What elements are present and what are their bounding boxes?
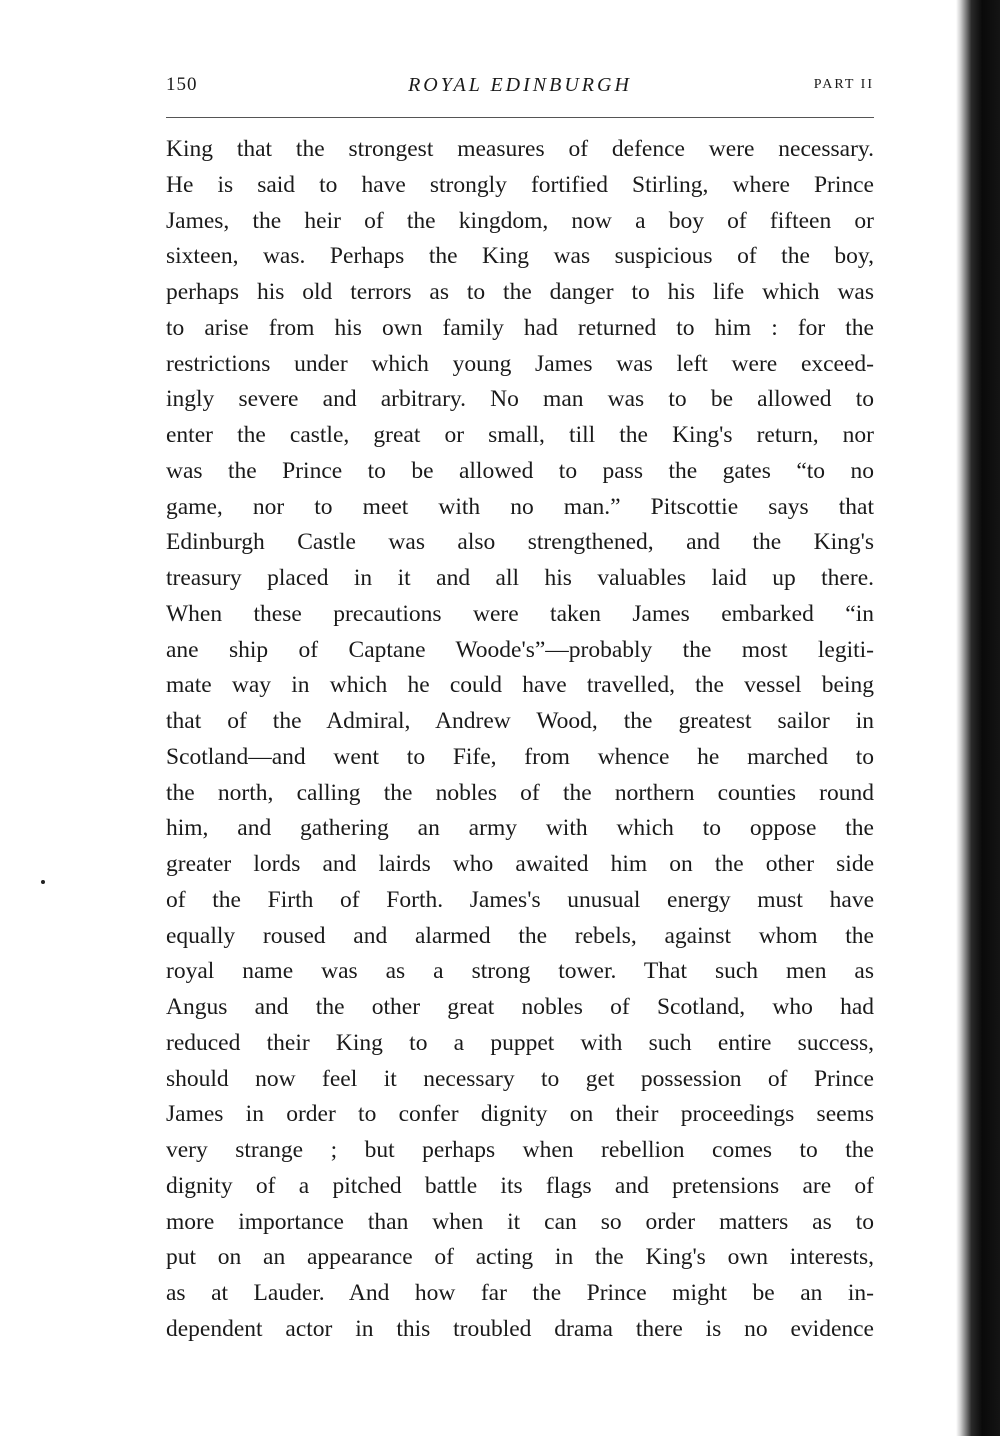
text-line: Scotland—and went to Fife, from whence he marched to: [166, 743, 874, 770]
text-line: royal name was as a strong tower. That such men as: [166, 958, 874, 985]
text-line: more importance than when it can so order matters as to: [166, 1208, 874, 1235]
text-line: to arise from his own family had returned to him : for the: [166, 314, 874, 341]
text-line: as at Lauder. And how far the Prince might be an in-: [166, 1280, 874, 1306]
text-line: James, the heir of the kingdom, now a boy of fifteen or: [166, 207, 874, 234]
text-line: mate way in which he could have travelled, the vessel being: [166, 672, 874, 699]
running-header: [166, 74, 874, 104]
text-line: ingly severe and arbitrary. No man was to be allowed to: [166, 386, 874, 413]
text-line: restrictions under which young James was left were exceed-: [166, 350, 874, 377]
text-line: James in order to confer dignity on their proceedings seems: [166, 1101, 874, 1128]
text-line: ane ship of Captane Woode's”—probably the most legiti-: [166, 636, 874, 663]
text-line: reduced their King to a puppet with such entire success,: [166, 1029, 874, 1056]
text-line: equally roused and alarmed the rebels, against whom the: [166, 922, 874, 949]
part-label: PART II: [813, 77, 874, 92]
text-line: treasury placed in it and all his valuables laid up there.: [166, 565, 874, 591]
running-title: ROYAL EDINBURGH: [408, 74, 632, 96]
text-line: was the Prince to be allowed to pass the gates “to no: [166, 457, 874, 484]
text-line: Angus and the other great nobles of Scotland, who had: [166, 994, 874, 1020]
text-line: dependent actor in this troubled drama there is no evidence: [166, 1315, 874, 1342]
print-speck: [41, 880, 45, 884]
text-line: dignity of a pitched battle its flags and pretensions are of: [166, 1172, 874, 1199]
scan-binding-edge: [956, 0, 1000, 1436]
text-line: perhaps his old terrors as to the danger to his life which was: [166, 279, 874, 305]
text-line: the north, calling the nobles of the northern counties round: [166, 779, 874, 806]
text-line: him, and gathering an army with which to oppose the: [166, 815, 874, 842]
text-line: very strange ; but perhaps when rebellion comes to the: [166, 1137, 874, 1163]
text-line: sixteen, was. Perhaps the King was suspicious of the boy,: [166, 243, 874, 270]
text-line: enter the castle, great or small, till the King's return, nor: [166, 422, 874, 448]
page-number: 150: [166, 74, 198, 95]
text-line: of the Firth of Forth. James's unusual energy must have: [166, 886, 874, 913]
text-line: that of the Admiral, Andrew Wood, the greatest sailor in: [166, 708, 874, 734]
text-line: game, nor to meet with no man.” Pitscottie says that: [166, 493, 874, 520]
body-text: [166, 132, 874, 1348]
text-line: put on an appearance of acting in the King's own interests,: [166, 1244, 874, 1271]
text-line: King that the strongest measures of defence were necessary.: [166, 136, 874, 162]
text-line: greater lords and lairds who awaited him on the other side: [166, 851, 874, 877]
text-line: He is said to have strongly fortified Stirling, where Prince: [166, 171, 874, 198]
text-line: Edinburgh Castle was also strengthened, and the King's: [166, 529, 874, 556]
text-line: should now feel it necessary to get possession of Prince: [166, 1065, 874, 1092]
text-line: When these precautions were taken James embarked “in: [166, 600, 874, 627]
header-rule: [166, 117, 874, 118]
